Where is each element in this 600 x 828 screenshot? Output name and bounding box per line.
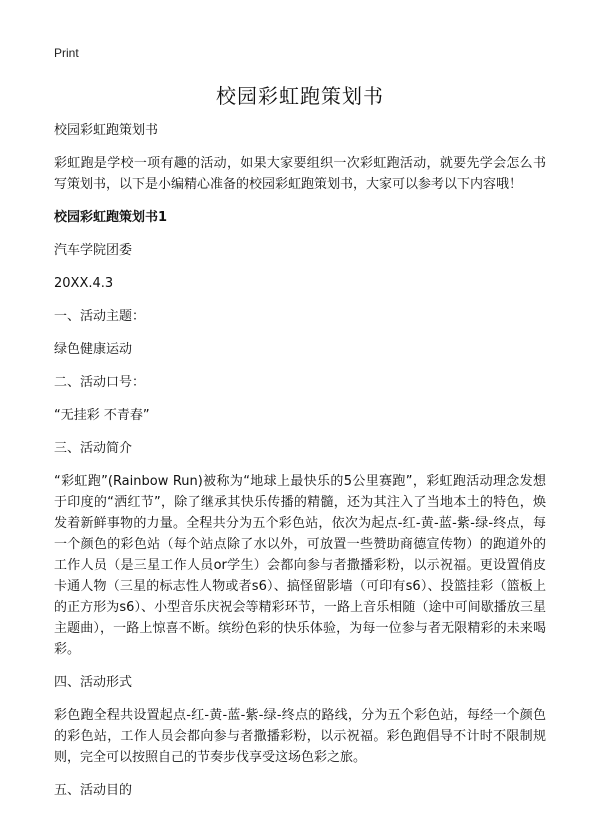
document-body [54, 120, 546, 813]
print-label[interactable]: Print [54, 46, 79, 60]
theme-text: 绿色健康运动 [54, 342, 133, 357]
theme-heading: 一、活动主题： [54, 309, 146, 324]
organizer: 汽车学院团委 [54, 243, 133, 258]
date: 20XX.4.3 [54, 276, 114, 291]
intro-heading: 三、活动简介 [54, 441, 133, 456]
slogan-text: “无挂彩 不青春” [54, 408, 150, 423]
section-heading: 校园彩虹跑策划书1 [54, 210, 168, 225]
page-title: 校园彩虹跑策划书 [216, 84, 384, 108]
slogan-heading: 二、活动口号： [54, 375, 146, 390]
form-text: 彩色跑全程共设置起点-红-黄-蓝-紫-绿-终点的路线，分为五个彩色站，每经一个颜色的彩色站，工作人员会都向参与者撒播彩粉，以示祝福。彩色跑倡导不计时不限制规则，完全可以按照自己的节奏步伐享受这场色彩之旅。 [54, 708, 546, 765]
intro-text: “彩虹跑”(Rainbow Run)被称为“地球上最快乐的5公里赛跑”，彩虹跑活动理念发想于印度的“洒红节”，除了继承其快乐传播的精髓，还为其注入了当地本土的特色，焕发着新鲜事物的力量。全程共分为五个彩色站，依次为起点-红-黄-蓝-紫-绿-终点，每一个颜色的彩色站（每个站点除了水以外，可放置一些赞助商德宣传物）的跑道外的工作人员（是三星工作人员or学生）会都向参与者撒播彩粉，以示祝福。更设置俏皮卡通人物（三星的标志性人物或者s6）、搞怪留影墙（可印有s6）、投篮挂彩（篮板上的正方形为s6）、小型音乐庆祝会等精彩环节，一路上音乐相随（途中可间歇播放三星主题曲），一路上惊喜不断。缤纷色彩的快乐体验，为每一位参与者无限精彩的未来喝彩。 [54, 474, 546, 657]
intro-paragraph: 彩虹跑是学校一项有趣的活动，如果大家要组织一次彩虹跑活动，就要先学会怎么书写策划书，以下是小编精心准备的校园彩虹跑策划书，大家可以参考以下内容哦！ [54, 156, 546, 192]
purpose-heading: 五、活动目的 [54, 783, 133, 798]
subtitle: 校园彩虹跑策划书 [54, 123, 159, 138]
form-heading: 四、活动形式 [54, 675, 133, 690]
